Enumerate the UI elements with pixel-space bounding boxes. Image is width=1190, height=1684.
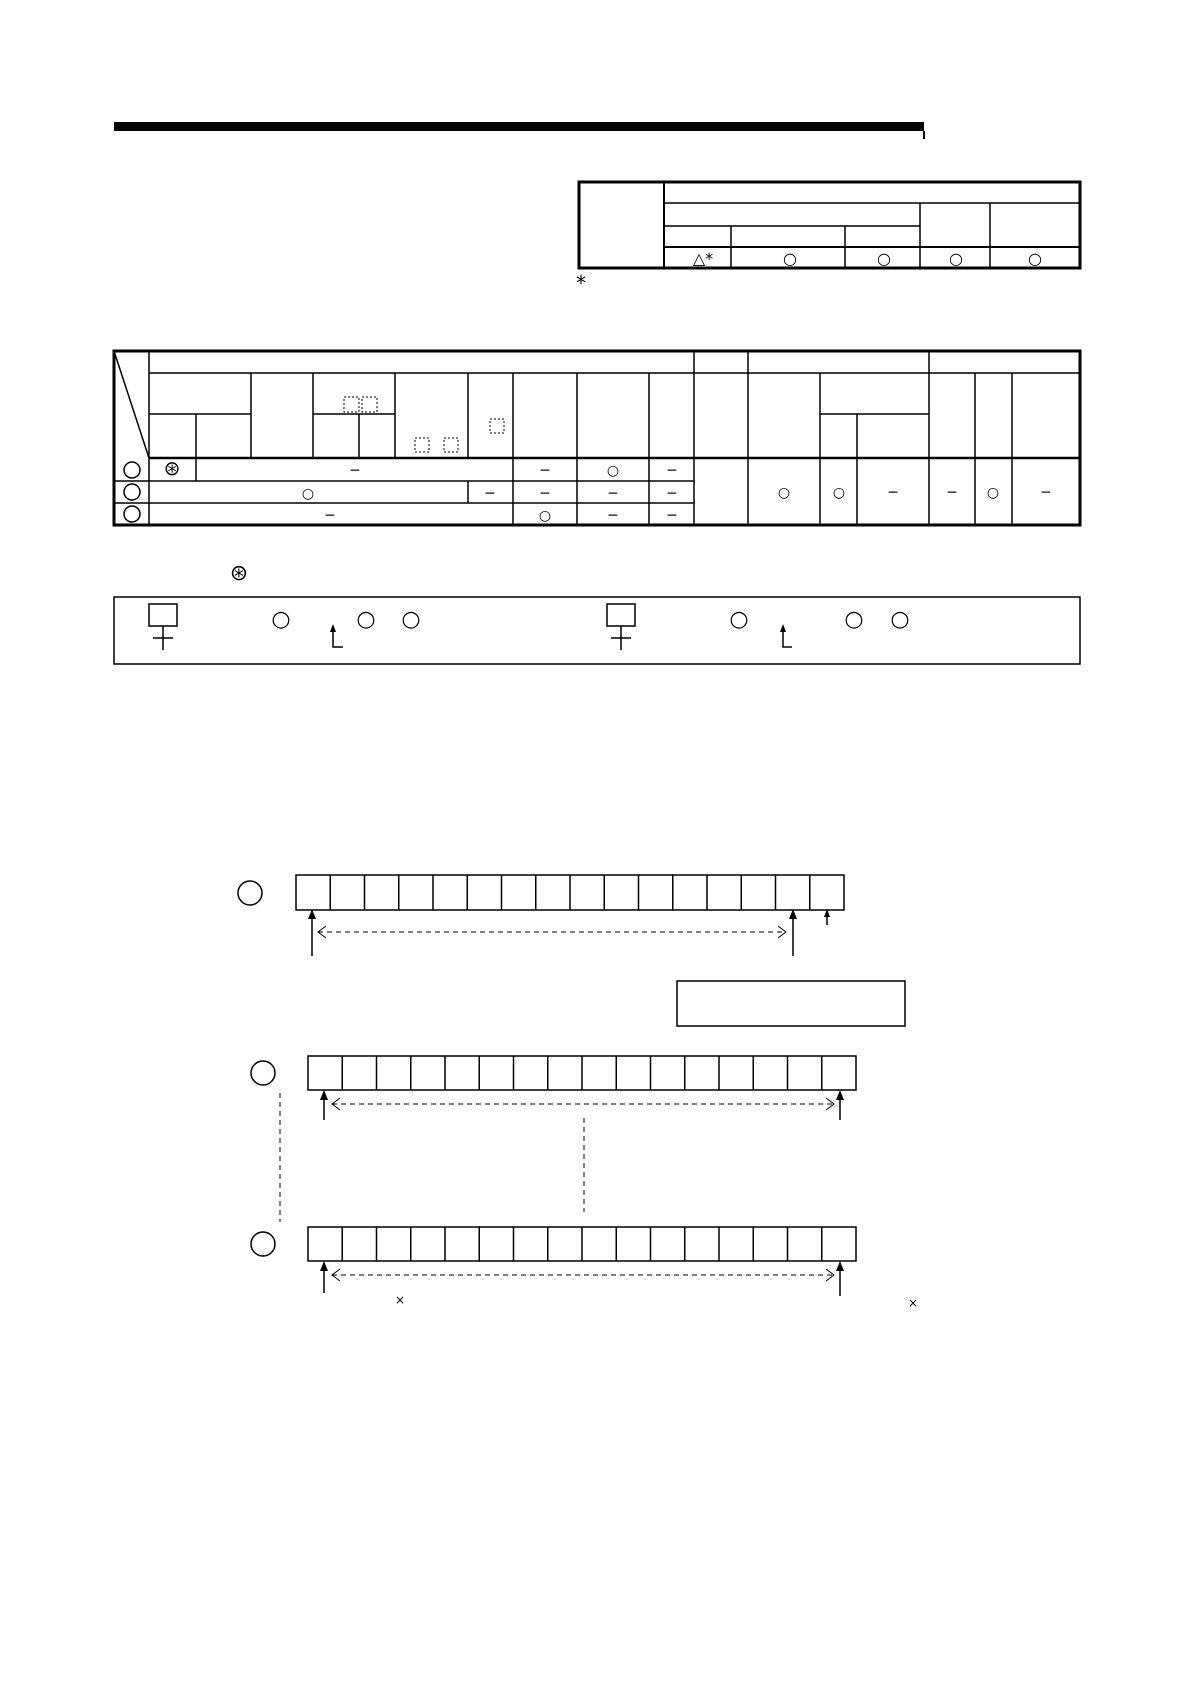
device-r1-c2: ─ <box>540 463 550 479</box>
device-r1-c4: ─ <box>667 463 677 479</box>
device-table <box>114 351 1080 525</box>
device-r2-c0: ○ <box>301 486 315 502</box>
device-r1-c8: ─ <box>947 485 957 501</box>
register-3 <box>308 1227 856 1261</box>
device-r2-c3: ─ <box>608 486 618 502</box>
device-r1-c5: ○ <box>777 485 791 501</box>
device-r3-c1: ○ <box>538 508 552 524</box>
cpu-value-4: ○ <box>1028 249 1042 268</box>
bottom-mark-right: × <box>907 1296 919 1310</box>
device-r2-c4: ─ <box>667 486 677 502</box>
cpu-footnote-mark: * <box>576 271 586 295</box>
ladder-arrowheads <box>330 624 786 632</box>
ladder-left-circle-a: ○ <box>271 607 291 632</box>
device-r2-c1: ─ <box>485 486 495 502</box>
ladder-box <box>114 597 1080 664</box>
device-r3-c3: ─ <box>667 508 677 524</box>
info-box <box>677 981 905 1026</box>
cpu-value-2: ○ <box>877 249 891 268</box>
cpu-value-0: △* <box>692 249 714 268</box>
ladder-left-circle-b: ○ <box>356 607 376 632</box>
device-r3-c2: ─ <box>608 508 618 524</box>
cpu-value-1: ○ <box>783 249 797 268</box>
cpu-table <box>579 182 1080 268</box>
device-r1-c3: ○ <box>606 463 620 479</box>
device-r3-c0: ─ <box>325 508 335 524</box>
register-1 <box>296 875 844 910</box>
ladder-left-circle-c: ○ <box>401 607 421 632</box>
device-r1-c9: ○ <box>986 485 1000 501</box>
ladder-circles <box>271 607 909 632</box>
device-note-mark: ⊛ <box>229 561 249 586</box>
device-table-values <box>164 456 1051 524</box>
ladder-right-circle-c: ○ <box>890 607 910 632</box>
device-r1-c1: ─ <box>350 463 360 479</box>
bit-diagram <box>238 875 905 1296</box>
register-2 <box>308 1056 856 1090</box>
cpu-value-3: ○ <box>949 249 963 268</box>
device-r1-mark: ⊛ <box>163 456 181 480</box>
ladder-right-circle-b: ○ <box>844 607 864 632</box>
bottom-mark-left: × <box>394 1293 406 1307</box>
ladder-right-circle-a: ○ <box>729 607 749 632</box>
device-r1-c7: ─ <box>888 485 898 501</box>
device-r2-c2: ─ <box>540 486 550 502</box>
device-r1-c6: ○ <box>832 485 846 501</box>
device-r1-c10: ─ <box>1041 485 1051 501</box>
